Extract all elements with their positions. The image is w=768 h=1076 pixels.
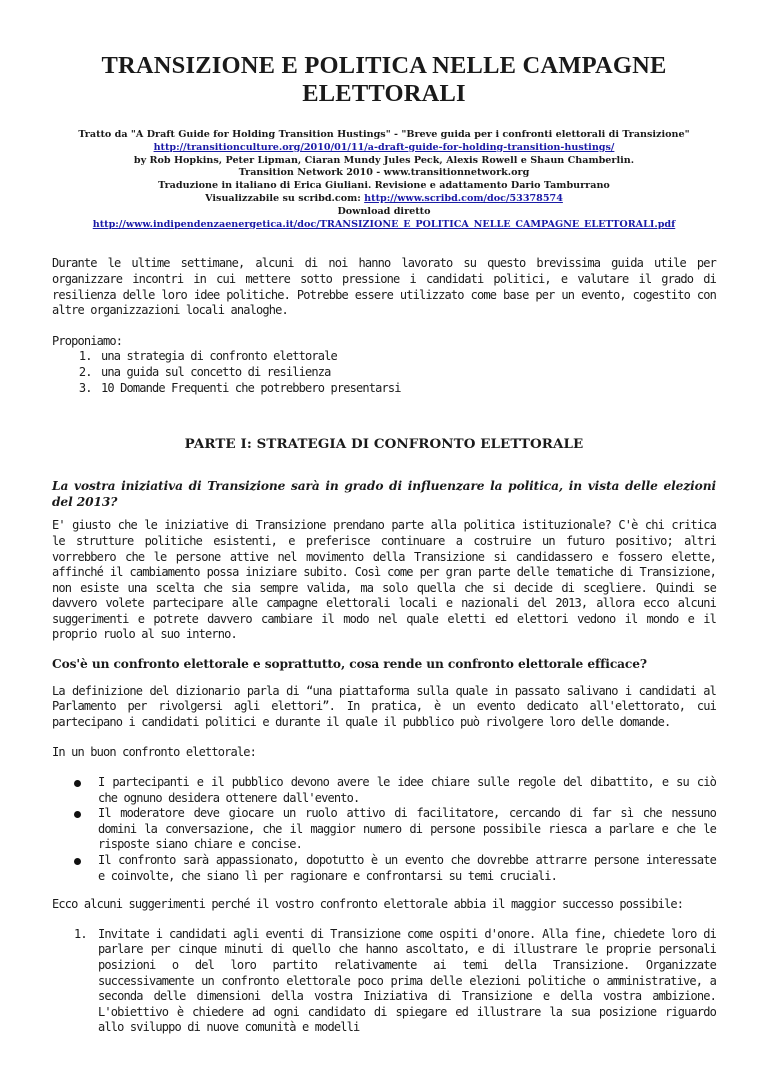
list-item: Il confronto sarà appassionato, dopotutto è un evento che dovrebbe attrarre persone interessate e coinvolte, che siano lì per ragionare e confrontarsi su temi cruciali. xyxy=(98,853,716,883)
paragraph-4: Ecco alcuni suggerimenti perché il vostro confronto elettorale abbia il maggior successo possibile: xyxy=(52,897,684,912)
credits-source: Tratto da "A Draft Guide for Holding Transition Hustings" - "Breve guida per i confronti elettorali di Transizione" xyxy=(78,129,690,140)
question-heading-2: Cos'è un confronto elettorale e soprattutto, cosa rende un confronto elettorale efficace? xyxy=(52,657,647,672)
credits-network: Transition Network 2010 - www.transitionnetwork.org xyxy=(238,167,530,179)
paragraph-3: In un buon confronto elettorale: xyxy=(52,745,256,760)
credits-scribd xyxy=(52,193,716,206)
proposals-block xyxy=(52,334,716,396)
document-title xyxy=(52,52,716,108)
list-item: 3. 10 Domande Frequenti che potrebbero presentarsi xyxy=(98,381,716,397)
bullet-list xyxy=(52,775,716,884)
list-item: I partecipanti e il pubblico devono avere le idee chiare sulle regole del dibattito, e su ciò che ognuno desidera ottenere dall'evento. xyxy=(98,775,716,805)
question-heading-1: La vostra iniziativa di Transizione sarà in grado di influenzare la politica, in vista delle elezioni del 2013? xyxy=(52,479,716,509)
credits-authors: by Rob Hopkins, Peter Lipman, Ciaran Mundy Jules Peck, Alexis Rowell e Shaun Chamberlin. xyxy=(133,154,635,166)
document-page xyxy=(0,52,768,1076)
title-line-1: TRANSIZIONE E POLITICA NELLE CAMPAGNE xyxy=(101,52,667,79)
download-link[interactable]: http://www.indipendenzaenergetica.it/doc/TRANSIZIONE_E_POLITICA_NELLE_CAMPAGNE_ELETTORALI.pdf xyxy=(92,218,676,230)
list-item: Il moderatore deve giocare un ruolo attivo di facilitatore, cercando di far sì che nessuno domini la conversazione, che il maggior numero di persone possibile riesca a parlare e che le risposte siano chiare e concise. xyxy=(98,806,716,852)
tips-list xyxy=(52,927,716,1036)
credits-translation: Traduzione in italiano di Erica Giuliani. Revisione e adattamento Dario Tamburrano xyxy=(158,180,610,192)
title-line-2: ELETTORALI xyxy=(302,80,466,107)
section-heading: PARTE I: STRATEGIA DI CONFRONTO ELETTORALE xyxy=(184,436,584,453)
scribd-label: Visualizzabile su scribd.com: xyxy=(205,192,365,204)
intro-paragraph: Durante le ultime settimane, alcuni di noi hanno lavorato su questo brevissima guida utile per organizzare incontri in cui mettere sotto pressione i candidati politici, e valutare il grado di resilienza delle loro idee politiche. Potrebbe essere utilizzato come base per un evento, cogestito con altre organizzazioni locali analoghe. xyxy=(52,256,716,318)
credits-download-label: Download diretto xyxy=(337,205,431,217)
paragraph-2: La definizione del dizionario parla di “una piattaforma sulla quale in passato salivano i candidati al Parlamento per rivolgersi agli elettori”. In pratica, è un evento dedicato all'elettorato, cui partecipano i candidati politici e durante il quale il pubblico può rivolgere loro delle domande. xyxy=(52,683,716,729)
paragraph-1: E' giusto che le iniziative di Transizione prendano parte alla politica istituzionale? C'è chi critica le strutture politiche esistenti, e preferisce continuare a costruire un futuro positivo; altri vorrebbero che le persone attive nel movimento della Transizione si candidassero e fossero elette, affinché il cambiamento possa iniziare subito. Così come per gran parte delle tematiche di Transizione, non esiste una scelta che sia sempre valida, ma solo quella che si decide di scegliere. Quindi se davvero volete partecipare alle campagne elettorali locali e nazionali del 2013, allora ecco alcuni suggerimenti e potrete davvero cambiare il modo nel quale eletti ed elettori vedono il mondo e il proprio ruolo al suo interno. xyxy=(52,518,716,642)
list-item: Invitate i candidati agli eventi di Transizione come ospiti d'onore. Alla fine, chiedete loro di parlare per cinque minuti di quello che hanno ascoltato, e di illustrare le proprie personali posizioni o del loro partito relativamente ai temi della Transizione. Organizzate successivamente un confronto elettorale poco prima delle elezioni politiche o amministrative, a seconda delle dimensioni della vostra Iniziativa di Transizione e della vostra ambizione. L'obiettivo è chiedere ad ogni candidato di spiegare ed illustrare la sua posizione riguardo allo sviluppo di nuove comunità e modelli xyxy=(98,926,716,1035)
scribd-link[interactable]: http://www.scribd.com/doc/53378574 xyxy=(364,192,563,204)
source-link[interactable]: http://transitionculture.org/2010/01/11/a-draft-guide-for-holding-transition-hustings/ xyxy=(153,141,615,153)
proposals-label: Proponiamo: xyxy=(52,333,123,348)
list-item: 1. una strategia di confronto elettorale xyxy=(98,349,716,365)
credits-block xyxy=(52,129,716,231)
proposals-list xyxy=(52,349,716,396)
list-item: 2. una guida sul concetto di resilienza xyxy=(98,365,716,381)
